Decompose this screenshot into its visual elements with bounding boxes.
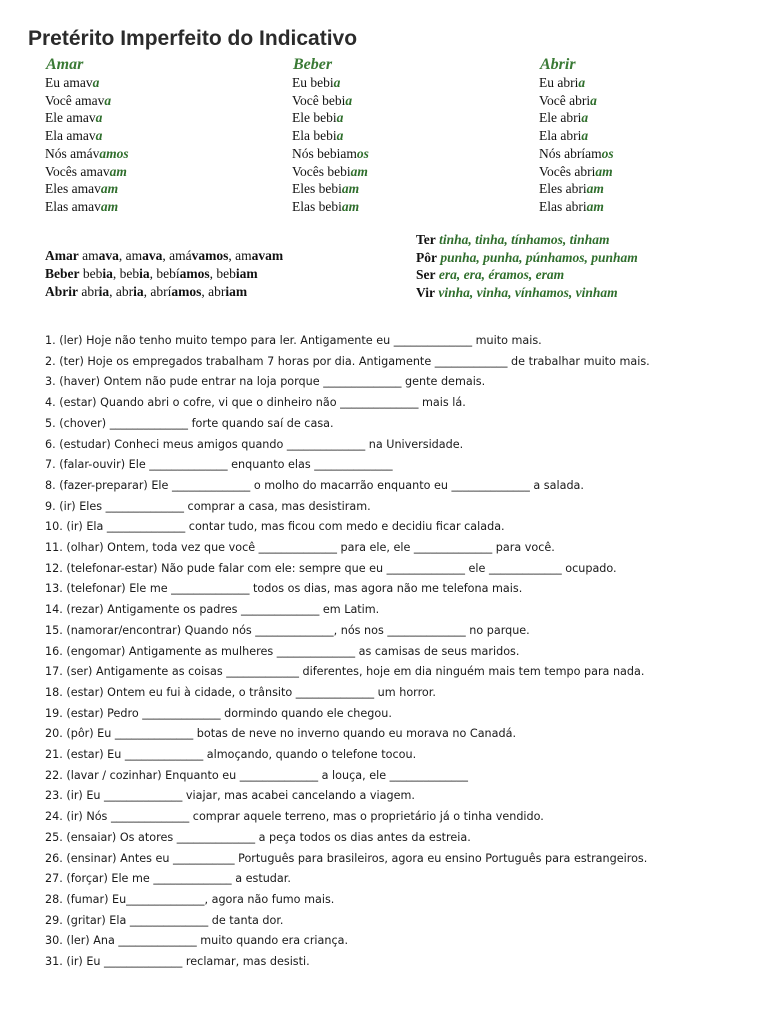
- irregular-verb: Vir: [416, 284, 435, 300]
- exercise-item: 7. (falar-ouvir) Ele ______________ enquanto elas ______________: [45, 458, 393, 472]
- form-stem: amá: [169, 248, 192, 263]
- verb-ending: os: [601, 145, 614, 161]
- conjugation-line: [45, 92, 129, 110]
- verb-ending: os: [356, 145, 369, 161]
- form-ending: iam: [225, 283, 248, 299]
- exercise-item: 21. (estar) Eu ______________ almoçando, quando o telefone tocou.: [45, 748, 417, 762]
- verb-ending: a: [336, 128, 344, 144]
- form-ending: ava: [142, 248, 163, 263]
- summary-line: Amar amava, amava, amávamos, amavam: [45, 248, 284, 263]
- exercise-item: 10. (ir) Ela ______________ contar tudo, mas ficou com medo e decidiu ficar calada.: [45, 520, 505, 534]
- exercise-item: 24. (ir) Nós ______________ comprar aquele terreno, mas o proprietário já o tinha vendido.: [45, 810, 544, 824]
- verb-ending: a: [581, 110, 589, 126]
- verb-ending: am: [586, 198, 604, 214]
- exercise-item: 6. (estudar) Conheci meus amigos quando ______________ na Universidade.: [45, 437, 464, 451]
- verb-ending: am: [595, 163, 613, 179]
- form-ending: ia: [139, 265, 150, 281]
- verb-stem: Ele amav: [45, 110, 96, 126]
- verb-stem: Nós amáv: [45, 145, 100, 161]
- verb-ending: a: [590, 92, 597, 108]
- verb-heading: Beber: [293, 56, 333, 73]
- irregular-line: [416, 284, 638, 302]
- exercise-item: 15. (namorar/encontrar) Quando nós ______________, nós nos ______________ no parque.: [45, 623, 530, 637]
- conjugation-line: [292, 127, 369, 145]
- verb-ending: am: [100, 198, 119, 214]
- conjugation-line: [539, 145, 614, 163]
- form-ending: iam: [235, 265, 258, 281]
- verb-ending: a: [336, 110, 344, 126]
- irregular-line: [416, 266, 638, 284]
- conjugation-line: [45, 109, 129, 127]
- verb-stem: Eu amav: [45, 75, 93, 90]
- regular-summary: [45, 247, 283, 300]
- conjugation-rows: [45, 74, 129, 216]
- irregular-verbs: [416, 231, 638, 301]
- verb-ending: a: [92, 75, 100, 90]
- verb-stem: Nós bebiam: [292, 145, 357, 161]
- form-stem: bebí: [156, 265, 180, 281]
- verb-stem: Eles bebi: [292, 181, 342, 197]
- verb-ending: amos: [99, 145, 129, 161]
- form-stem: abr: [208, 283, 226, 299]
- verb-stem: Eu abri: [539, 75, 579, 90]
- form-stem: am: [125, 248, 143, 263]
- verb-ending: am: [341, 181, 360, 197]
- conjugation-line: [292, 163, 369, 181]
- exercise-item: 13. (telefonar) Ele me ______________ todos os dias, mas agora não me telefona mais.: [45, 582, 523, 596]
- conjugation-table-abrir: [539, 56, 614, 216]
- verb-stem: Vocês amav: [45, 163, 110, 179]
- irregular-verb: Pôr: [416, 249, 437, 265]
- conjugation-line: [539, 198, 614, 216]
- form-stem: beb: [216, 265, 236, 281]
- verb-heading: Amar: [46, 56, 84, 73]
- conjugation-line: [45, 163, 129, 181]
- verb-stem: Ela bebi: [292, 128, 337, 144]
- form-ending: amos: [179, 265, 210, 281]
- exercise-item: 5. (chover) ______________ forte quando saí de casa.: [45, 416, 334, 430]
- conjugation-rows: [539, 74, 614, 216]
- irregular-forms: era, era, éramos, eram: [438, 267, 565, 283]
- verb-heading: Abrir: [540, 56, 576, 73]
- conjugation-line: [539, 180, 614, 198]
- conjugation-rows: [292, 74, 369, 216]
- irregular-forms: vinha, vinha, vínhamos, vinham: [438, 284, 618, 300]
- form-stem: am: [82, 248, 99, 263]
- conjugation-line: [539, 109, 614, 127]
- verb-ending: am: [586, 181, 604, 197]
- verb-stem: Você amav: [45, 92, 105, 108]
- conjugation-line: [539, 127, 614, 145]
- form-stem: abrí: [150, 283, 172, 299]
- form-ending: amos: [171, 283, 202, 299]
- verb-ending: am: [350, 163, 368, 179]
- form-stem: beb: [119, 265, 140, 281]
- form-ending: ia: [102, 265, 113, 281]
- verb-ending: a: [333, 75, 341, 90]
- exercise-item: 23. (ir) Eu ______________ viajar, mas acabei cancelando a viagem.: [45, 789, 415, 803]
- page-title: Pretérito Imperfeito do Indicativo: [28, 27, 358, 50]
- conjugation-line: [45, 145, 129, 163]
- verb-stem: Você abri: [539, 92, 591, 108]
- exercise-item: 27. (forçar) Ele me ______________ a estudar.: [45, 872, 291, 886]
- conjugation-line: [292, 109, 369, 127]
- conjugation-table-amar: [45, 56, 129, 216]
- conjugation-line: [292, 145, 369, 163]
- exercise-item: 1. (ler) Hoje não tenho muito tempo para ler. Antigamente eu ______________ muito mais.: [45, 334, 542, 347]
- verb-stem: Vocês bebi: [292, 163, 351, 179]
- irregular-verb: Ser: [416, 267, 436, 283]
- irregular-forms: punha, punha, púnhamos, punham: [440, 249, 638, 265]
- summary-line: Abrir abria, abria, abríamos, abriam: [45, 283, 248, 299]
- exercise-item: 17. (ser) Antigamente as coisas _____________ diferentes, hoje em dia ninguém mais tem tempo para nada.: [45, 665, 645, 679]
- form-ending: vamos: [191, 248, 229, 263]
- exercise-item: 20. (pôr) Eu ______________ botas de neve no inverno quando eu morava no Canadá.: [45, 727, 517, 741]
- exercise-item: 19. (estar) Pedro ______________ dormindo quando ele chegou.: [45, 706, 392, 720]
- exercise-item: 4. (estar) Quando abri o cofre, vi que o dinheiro não ______________ mais lá.: [45, 396, 466, 410]
- summary-line: Beber bebia, bebia, bebíamos, bebiam: [45, 265, 258, 281]
- form-stem: beb: [82, 265, 103, 281]
- summary-verb: Amar: [45, 248, 79, 263]
- conjugation-line: [292, 180, 369, 198]
- summary-verb: Abrir: [45, 283, 78, 299]
- form-stem: am: [235, 248, 252, 263]
- verb-stem: Vocês abri: [539, 163, 596, 179]
- verb-stem: Você bebi: [292, 92, 346, 108]
- irregular-verb: Ter: [416, 232, 436, 247]
- verb-ending: a: [95, 128, 103, 144]
- verb-ending: a: [104, 92, 112, 108]
- form-stem: abr: [115, 283, 134, 299]
- form-ending: ava: [98, 248, 119, 263]
- irregular-line: [416, 249, 638, 267]
- verb-stem: Elas amav: [45, 198, 101, 214]
- exercise-item: 2. (ter) Hoje os empregados trabalham 7 horas por dia. Antigamente _____________ de trabalhar muito mais.: [45, 354, 650, 368]
- summary-verb: Beber: [45, 265, 80, 281]
- verb-stem: Ela amav: [45, 128, 96, 144]
- verb-ending: a: [345, 92, 353, 108]
- conjugation-line: [45, 180, 129, 198]
- conjugation-line: [292, 198, 369, 216]
- verb-stem: Ele abri: [539, 110, 582, 126]
- exercise-item: 25. (ensaiar) Os atores ______________ a peça todos os dias antes da estreia.: [45, 830, 471, 844]
- verb-ending: am: [109, 163, 127, 179]
- verb-stem: Ela abri: [539, 128, 582, 144]
- form-ending: avam: [251, 248, 284, 263]
- exercise-item: 22. (lavar / cozinhar) Enquanto eu ______________ a louça, ele ______________: [45, 768, 468, 782]
- verb-ending: a: [95, 110, 103, 126]
- form-ending: ia: [98, 283, 110, 299]
- verb-stem: Eu bebi: [292, 75, 334, 90]
- form-stem: abr: [81, 283, 99, 299]
- conjugation-line: [45, 127, 129, 145]
- conjugation-line: [539, 163, 614, 181]
- exercise-item: 26. (ensinar) Antes eu ___________ Português para brasileiros, agora eu ensino Português para estrangeiros.: [45, 851, 648, 865]
- conjugation-line: [539, 92, 614, 110]
- exercise-item: 11. (olhar) Ontem, toda vez que você ______________ para ele, ele ______________ para você.: [45, 541, 555, 555]
- verb-ending: a: [581, 128, 589, 144]
- exercise-item: 12. (telefonar-estar) Não pude falar com ele: sempre que eu ______________ ele _____________ ocupado.: [45, 561, 617, 575]
- verb-stem: Ele bebi: [292, 110, 337, 126]
- exercise-item: 18. (estar) Ontem eu fui à cidade, o trânsito ______________ um horror.: [45, 685, 436, 699]
- exercise-item: 31. (ir) Eu ______________ reclamar, mas desisti.: [45, 955, 310, 969]
- conjugation-line: [45, 198, 129, 216]
- verb-ending: a: [578, 75, 586, 90]
- conjugation-line: [539, 74, 614, 92]
- conjugation-line: [292, 92, 369, 110]
- exercise-item: 16. (engomar) Antigamente as mulheres ______________ as camisas de seus maridos.: [45, 644, 520, 658]
- exercise-list: [45, 331, 650, 973]
- verb-ending: am: [100, 181, 119, 197]
- verb-stem: Elas bebi: [292, 198, 342, 214]
- verb-stem: Eles amav: [45, 181, 101, 197]
- conjugation-line: [45, 74, 129, 92]
- exercise-item: 30. (ler) Ana ______________ muito quando era criança.: [45, 934, 349, 948]
- exercise-item: 28. (fumar) Eu______________, agora não fumo mais.: [45, 892, 335, 906]
- exercise-item: 14. (rezar) Antigamente os padres ______________ em Latim.: [45, 603, 380, 617]
- irregular-line: [416, 231, 638, 249]
- verb-stem: Eles abri: [539, 181, 587, 197]
- irregular-forms: tinha, tinha, tínhamos, tinham: [439, 232, 610, 247]
- verb-stem: Nós abríam: [539, 145, 602, 161]
- verb-ending: am: [341, 198, 360, 214]
- verb-stem: Elas abri: [539, 198, 587, 214]
- exercise-item: 8. (fazer-preparar) Ele ______________ o molho do macarrão enquanto eu ______________ a salada.: [45, 478, 584, 492]
- form-ending: ia: [133, 283, 144, 299]
- exercise-item: 9. (ir) Eles ______________ comprar a casa, mas desistiram.: [45, 499, 371, 513]
- exercise-item: 3. (haver) Ontem não pude entrar na loja porque ______________ gente demais.: [45, 375, 486, 389]
- exercise-item: 29. (gritar) Ela ______________ de tanta dor.: [45, 913, 284, 927]
- conjugation-table-beber: [292, 56, 369, 216]
- conjugation-line: [292, 74, 369, 92]
